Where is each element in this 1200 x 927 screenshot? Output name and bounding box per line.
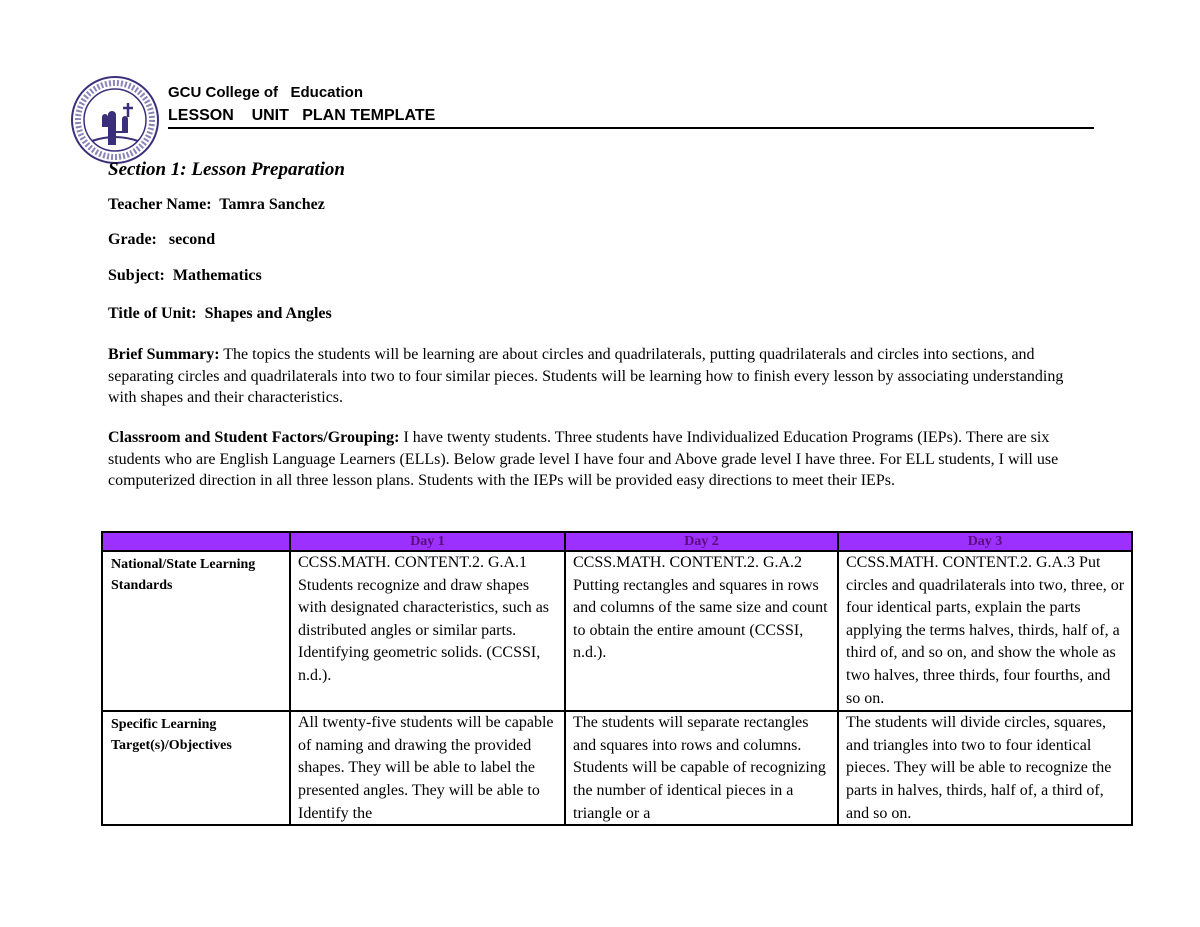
table-header-row [102,532,1132,551]
section-title: Section 1: Lesson Preparation [108,159,345,180]
table-cell-text: The students will divide circles, squares, and triangles into two to four identical pieces. They will be able to recognize the parts in halves, thirds, half of, a third of, and so on. [846,714,1112,822]
row-label: National/State Learning Standards [102,551,290,711]
brief-summary-text: The topics the students will be learning are about circles and quadrilaterals, putting quadrilaterals and circles into sections, and separating circles and quadrilaterals into two to four similar pieces. Students will be learning how to finish every lesson by associating understanding with shapes and their characteristics. [108,346,1064,406]
table-header-cell: Day 3 [838,532,1132,551]
table-header-cell [102,532,290,551]
grade-field: Grade: second [108,231,216,248]
classroom-factors-text: I have twenty students. Three students have Individualized Education Programs (IEPs). There are six students who are English Language Learners (ELLs). Below grade level I have four and Above grade level I have three. For ELL students, I will use computerized direction in all three lesson plans. Students with the IEPs will be provided easy directions to meet their IEPs. [108,429,1059,489]
row-label: Specific Learning Target(s)/Objectives [102,711,290,825]
subject-field: Subject: Mathematics [108,267,262,284]
table-header-cell: Day 2 [565,532,838,551]
teacher-name-field: Teacher Name: Tamra Sanchez [108,196,325,213]
table-header-cell: Day 1 [290,532,565,551]
table-cell-text: All twenty-five students will be capable of naming and drawing the provided shapes. They will be able to label the presented angles. They will be able to Identify the [298,714,554,822]
unit-title-field: Title of Unit: Shapes and Angles [108,305,332,322]
university-seal-logo [70,75,160,165]
template-title: LESSON UNIT PLAN TEMPLATE [168,107,436,124]
header-rule [168,127,1094,129]
lesson-plan-table [101,531,1133,826]
classroom-factors-paragraph [108,427,1068,492]
table-cell [838,711,1132,825]
classroom-factors-label: Classroom and Student Factors/Grouping: [108,429,400,446]
table-cell [290,711,565,825]
table-cell [565,711,838,825]
brief-summary-paragraph [108,344,1093,409]
table-cell: CCSS.MATH. CONTENT.2. G.A.2 Putting rectangles and squares in rows and columns of the same size and count to obtain the entire amount (CCSSI, n.d.). [565,551,838,711]
table-row [102,551,1132,711]
college-name: GCU College of Education [168,84,364,101]
table-cell: CCSS.MATH. CONTENT.2. G.A.3 Put circles and quadrilaterals into two, three, or four identical parts, explain the parts applying the terms halves, thirds, half of, a third of, and so on, and show the whole as two halves, three thirds, four fourths, and so on. [838,551,1132,711]
brief-summary-label: Brief Summary: [108,346,220,363]
table-cell: CCSS.MATH. CONTENT.2. G.A.1 Students recognize and draw shapes with designated characteristics, such as distributed angles or similar parts. Identifying geometric solids. (CCSSI, n.d.). [290,551,565,711]
table-cell-text: The students will separate rectangles and squares into rows and columns. Students will be capable of recognizing the number of identical pieces in a triangle or a [573,714,826,822]
table-row [102,711,1132,825]
